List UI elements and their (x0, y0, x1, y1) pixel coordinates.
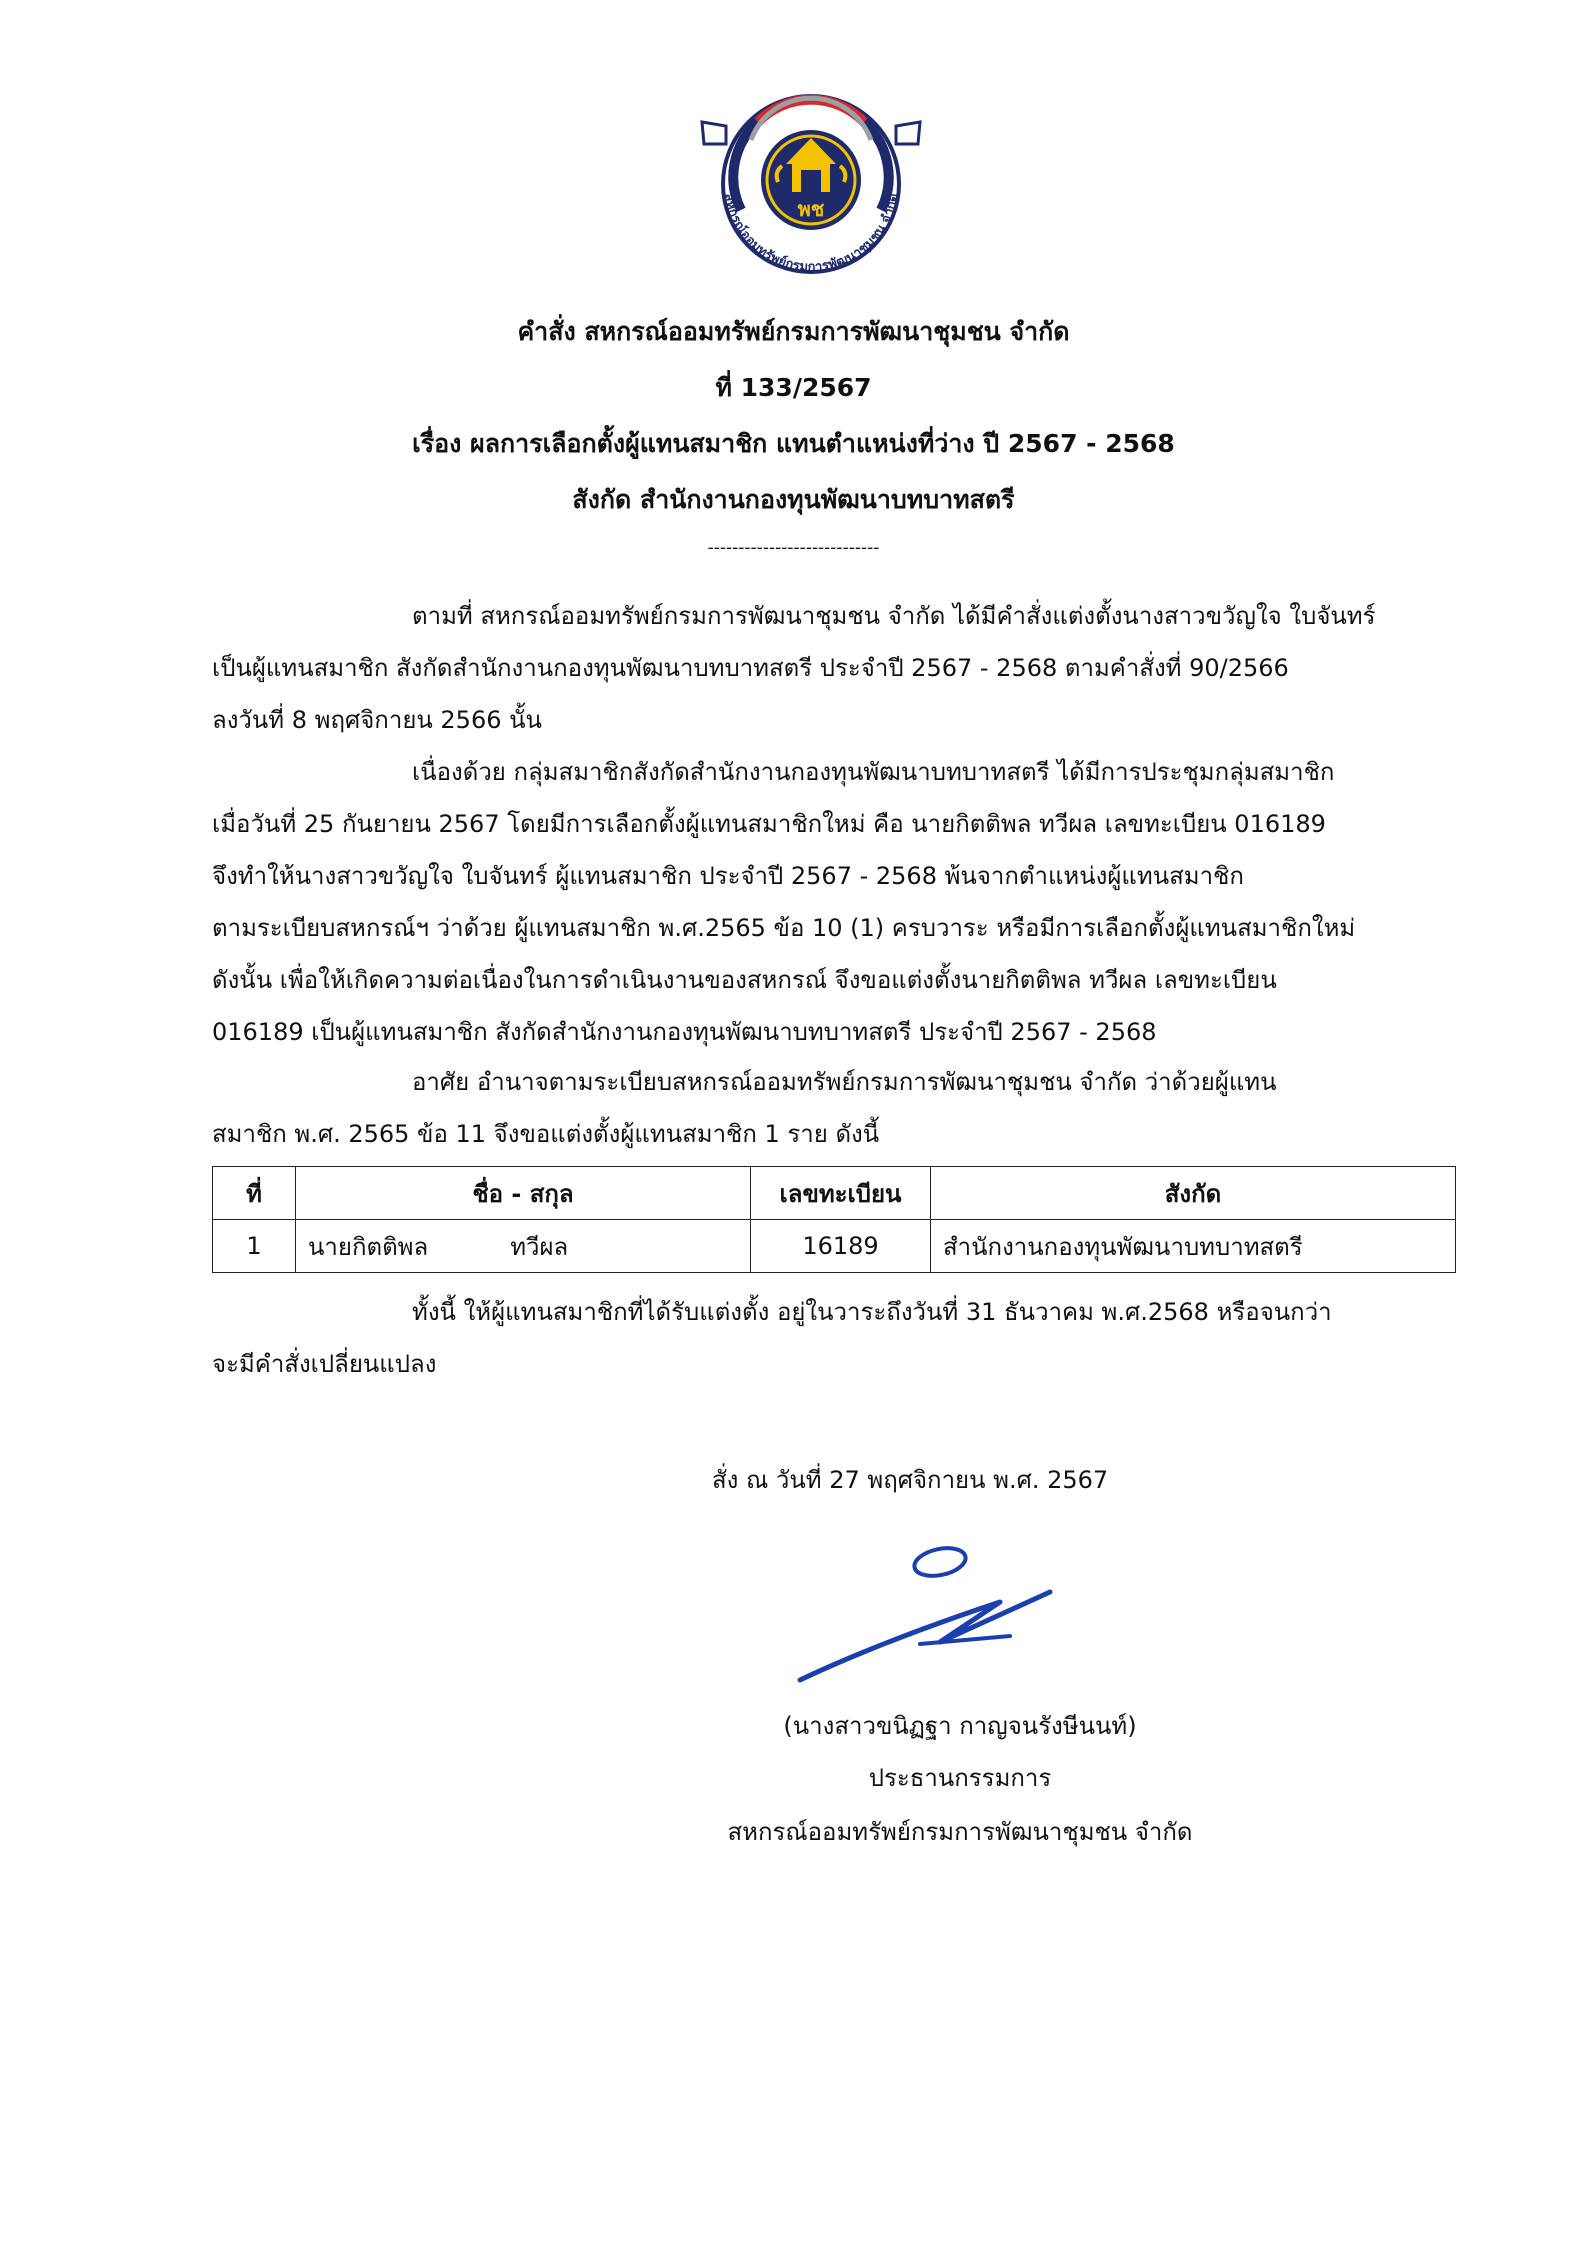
cell-first-name: นายกิตติพล (308, 1232, 429, 1261)
members-table (212, 1166, 1456, 1273)
paragraph-line: เป็นผู้แทนสมาชิก สังกัดสำนักงานกองทุนพัฒนาบทบาทสตรี ประจำปี 2567 - 2568 ตามคำสั่งที่ 90/2566 (212, 654, 1289, 682)
cooperative-logo (696, 92, 926, 282)
signer-organization: สหกรณ์ออมทรัพย์กรมการพัฒนาชุมชน จำกัด (727, 1818, 1193, 1846)
paragraph-line: ดังนั้น เพื่อให้เกิดความต่อเนื่องในการดำเนินงานของสหกรณ์ จึงขอแต่งตั้งนายกิตติพล ทวีผล เลขทะเบียน (212, 966, 1277, 994)
cell-no: 1 (213, 1220, 296, 1273)
paragraph-line: จึงทำให้นางสาวขวัญใจ ใบจันทร์ ผู้แทนสมาชิก ประจำปี 2567 - 2568 พ้นจากตำแหน่งผู้แทนสมาชิก (212, 862, 1244, 890)
handwritten-signature (770, 1532, 1070, 1692)
table-row (213, 1220, 1456, 1273)
paragraph-background (212, 590, 1444, 746)
cell-registration: 16189 (751, 1220, 931, 1273)
header-name: ชื่อ - สกุล (296, 1167, 751, 1220)
paragraph-reason (212, 746, 1444, 1058)
header-registration: เลขทะเบียน (751, 1167, 931, 1220)
order-subject: เรื่อง ผลการเลือกตั้งผู้แทนสมาชิก แทนตำแหน่งที่ว่าง ปี 2567 - 2568 (412, 429, 1175, 458)
header-affiliation: สังกัด (931, 1167, 1456, 1220)
paragraph-line: ลงวันที่ 8 พฤศจิกายน 2566 นั้น (212, 706, 542, 734)
paragraph-line: ตามที่ สหกรณ์ออมทรัพย์กรมการพัฒนาชุมชน จำกัด ได้มีคำสั่งแต่งตั้งนางสาวขวัญใจ ใบจันทร์ (412, 602, 1376, 630)
paragraph-line: สมาชิก พ.ศ. 2565 ข้อ 11 จึงขอแต่งตั้งผู้แทนสมาชิก 1 ราย ดังนี้ (212, 1120, 880, 1148)
paragraph-authority (212, 1056, 1444, 1160)
header-divider: ---------------------------- (707, 538, 880, 558)
signer-name: (นางสาวขนิฏฐา กาญจนรังษีนนท์) (783, 1712, 1137, 1740)
order-number: ที่ 133/2567 (715, 373, 872, 402)
signer-position: ประธานกรรมการ (868, 1764, 1052, 1792)
paragraph-term (212, 1286, 1444, 1390)
paragraph-line: เมื่อวันที่ 25 กันยายน 2567 โดยมีการเลือกตั้งผู้แทนสมาชิกใหม่ คือ นายกิตติพล ทวีผล เลขทะเบียน 016189 (212, 810, 1326, 838)
paragraph-line: ตามระเบียบสหกรณ์ฯ ว่าด้วย ผู้แทนสมาชิก พ.ศ.2565 ข้อ 10 (1) ครบวาระ หรือมีการเลือกตั้งผู้แทนสมาชิกใหม่ (212, 914, 1356, 942)
logo-center-text: พช (797, 197, 825, 221)
signed-date: สั่ง ณ วันที่ 27 พฤศจิกายน พ.ศ. 2567 (712, 1466, 1109, 1494)
order-affiliation: สังกัด สำนักงานกองทุนพัฒนาบทบาทสตรี (572, 485, 1015, 514)
paragraph-line: เนื่องด้วย กลุ่มสมาชิกสังกัดสำนักงานกองทุนพัฒนาบทบาทสตรี ได้มีการประชุมกลุ่มสมาชิก (412, 758, 1335, 786)
cell-last-name: ทวีผล (510, 1232, 569, 1261)
logo-arc-text: สหกรณ์ออมทรัพย์กรมการพัฒนาชุมชน จำกัด (720, 192, 902, 276)
table-header-row (213, 1167, 1456, 1220)
paragraph-line: จะมีคำสั่งเปลี่ยนแปลง (212, 1350, 437, 1378)
order-title: คำสั่ง สหกรณ์ออมทรัพย์กรมการพัฒนาชุมชน จำกัด (517, 317, 1070, 346)
cell-affiliation: สำนักงานกองทุนพัฒนาบทบาทสตรี (931, 1220, 1456, 1273)
header-no: ที่ (213, 1167, 296, 1220)
paragraph-line: อาศัย อำนาจตามระเบียบสหกรณ์ออมทรัพย์กรมการพัฒนาชุมชน จำกัด ว่าด้วยผู้แทน (412, 1068, 1277, 1096)
paragraph-line: 016189 เป็นผู้แทนสมาชิก สังกัดสำนักงานกองทุนพัฒนาบทบาทสตรี ประจำปี 2567 - 2568 (212, 1018, 1157, 1046)
cell-name (296, 1220, 751, 1273)
paragraph-line: ทั้งนี้ ให้ผู้แทนสมาชิกที่ได้รับแต่งตั้ง อยู่ในวาระถึงวันที่ 31 ธันวาคม พ.ศ.2568 หรือจนกว่า (412, 1298, 1332, 1326)
